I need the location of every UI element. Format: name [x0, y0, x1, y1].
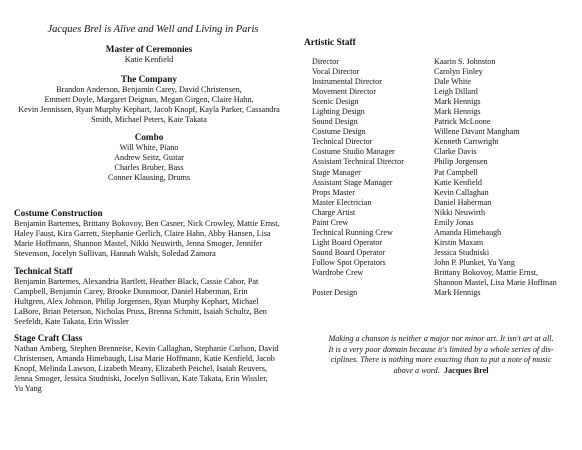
credit-line: Seefeldt, Kate Takata, Erin Wissler — [14, 317, 129, 326]
role-cell: Follow Spot Operators — [312, 257, 386, 267]
table-row — [312, 107, 582, 117]
credit-line: Jenna Smoger, Jessica Studniski, Jocelyn Sullivan, Kate Takata, Erin Wissler, — [14, 374, 268, 383]
master-of-ceremonies-section — [14, 44, 284, 65]
credit-line: Brandon Anderson, Benjamin Carey, David Christensen, — [56, 85, 242, 94]
role-cell: Poster Design — [312, 288, 358, 298]
name-cell: Jessica Studniski — [434, 247, 490, 257]
stage-craft-class-section — [14, 333, 284, 394]
table-row — [312, 178, 582, 188]
table-row — [312, 157, 582, 167]
name-cell: Katie Kenfield — [434, 177, 482, 187]
technical-staff-section — [14, 266, 284, 327]
table-row — [312, 57, 582, 67]
credit-line: Campbell, Benjamin Carey, Brooke Dunsmoor, Daniel Haberman, Erin — [14, 287, 248, 296]
credit-line: Nathan Amberg, Stephen Brenneise, Kevin Callaghan, Stephanie Carlson, David — [14, 344, 279, 353]
section-heading: Stage Craft Class — [14, 333, 83, 343]
credit-line: Emmett Doyle, Margaret Deignan, Megan Girgen, Claire Hahn, — [44, 95, 254, 104]
role-cell: Scenic Design — [312, 97, 359, 107]
role-cell: Sound Design — [312, 117, 358, 127]
credit-line: Katie Kenfield — [124, 55, 174, 64]
role-cell: Paint Crew — [312, 217, 349, 227]
name-cell: Daniel Haberman — [434, 197, 492, 207]
name-cell: Clarke Davis — [434, 147, 477, 157]
role-cell: Vocal Director — [312, 67, 360, 77]
name-cell: Kevin Callaghan — [434, 187, 489, 197]
table-row — [312, 137, 582, 147]
credit-line: Christensen, Amanda Himebaugh, Lisa Marie Hoffmann, Katie Kenfield, Jacob — [14, 354, 275, 363]
table-row — [312, 228, 582, 238]
name-cell: Nikki Neuwirth — [434, 207, 486, 217]
name-cell: Leigh Dillard — [434, 87, 478, 97]
quote-line: above a word. — [393, 365, 440, 375]
table-row — [312, 218, 582, 228]
credit-line: Will White, Piano — [119, 143, 179, 152]
credit-line: Conner Klausing, Drums — [107, 173, 191, 182]
name-cell: Kenneth Cartwright — [434, 137, 499, 147]
role-cell: Instrumental Director — [312, 77, 382, 87]
table-row — [312, 188, 582, 198]
role-cell: Stage Manager — [312, 167, 361, 177]
table-row — [312, 77, 582, 87]
table-row — [312, 268, 582, 278]
table-row — [312, 278, 582, 288]
section-heading: The Company — [121, 74, 177, 84]
credit-line: Charles Bruber, Bass — [114, 163, 184, 172]
table-row — [312, 288, 582, 298]
costume-construction-section — [14, 208, 284, 259]
table-row — [312, 87, 582, 97]
name-cell: Mark Hennigs — [434, 97, 481, 107]
quote-line: ciplines. There is nothing more exacting than to put a note of music — [330, 355, 552, 364]
role-cell: Sound Board Operator — [312, 247, 386, 257]
role-cell: Technical Director — [312, 137, 373, 147]
quote-author: Jacques Brel — [443, 365, 489, 375]
name-cell: Brittany Bokovoy, Mattie Ernst, — [434, 267, 539, 277]
role-cell: Charge Artist — [312, 207, 356, 217]
role-cell: Costume Studio Manager — [312, 147, 395, 157]
table-row — [312, 117, 582, 127]
role-cell: Wardrobe Crew — [312, 267, 364, 277]
credit-line: Benjamin Bartemes, Alexandria Bartlett, Heather Black, Cassie Cabor, Pat — [14, 277, 259, 286]
role-cell: Director — [312, 57, 339, 66]
artistic-staff-table — [312, 57, 582, 298]
table-row — [312, 127, 582, 137]
role-cell: Lighting Design — [312, 107, 365, 117]
name-cell: John P. Plunket, Yu Yang — [434, 257, 515, 267]
brel-quote — [312, 334, 570, 376]
table-row — [312, 248, 582, 258]
name-cell: Philip Jorgensen — [434, 157, 488, 167]
credit-line: Knopf, Melinda Lawson, Lizabeth Meany, Elizabeth Peichel, Isaiah Reuvers, — [14, 364, 267, 373]
role-cell: Assistant Stage Manager — [312, 177, 393, 187]
name-cell: Amanda Himebaugh — [434, 227, 502, 237]
table-row — [312, 147, 582, 157]
section-heading: Costume Construction — [14, 208, 103, 218]
credit-line: Kevin Jennissen, Ryan Murphy Kephart, Jacob Knopf, Kayla Parker, Cassandra — [18, 105, 280, 114]
credit-line: Stevenson, Jocelyn Sullivan, Hannah Walsh, Soledad Zamora — [14, 249, 216, 258]
role-cell: Light Board Operator — [312, 237, 383, 247]
table-row — [312, 258, 582, 268]
section-heading: Master of Ceremonies — [105, 44, 193, 54]
table-row — [312, 168, 582, 178]
table-row — [312, 97, 582, 107]
role-cell: Technical Running Crew — [312, 227, 393, 237]
quote-last-line — [312, 366, 570, 377]
section-heading: Technical Staff — [14, 266, 73, 276]
credit-line: Haley Faust, Kira Garrett, Stephanie Gerlich, Claire Hahn, Abby Hansen, Lisa — [14, 229, 271, 238]
role-cell: Costume Design — [312, 127, 366, 137]
credit-line: Marie Hoffmann, Shannon Mastel, Nikki Neuwirth, Jenna Smoger, Jennifer — [14, 239, 263, 248]
name-cell: Kaarin S. Johnston — [434, 57, 496, 66]
combo-section — [14, 132, 284, 183]
quote-line: It is a very poor domain because it's limited by a whole series of dis- — [328, 344, 554, 354]
company-section — [14, 74, 284, 125]
quote-line: Making a chanson is neither a major nor minor art. It isn't art at all. — [328, 334, 554, 343]
name-cell: Kirstin Maxam — [434, 237, 484, 247]
credit-line: Andrew Seitz, Guitar — [114, 153, 184, 162]
credit-line: Hultgren, Alex Johnson, Philip Jorgensen, Ryan Murphy Kephart, Michael — [14, 297, 259, 306]
role-cell — [312, 278, 434, 288]
name-cell: Emily Jonas — [434, 217, 474, 227]
name-cell: Patrick McLoone — [434, 117, 491, 127]
role-cell: Movement Director — [312, 87, 377, 97]
show-title: Jacques Brel is Alive and Well and Living in Paris — [47, 24, 259, 35]
name-cell: Dale White — [434, 77, 471, 87]
credit-line: LaBore, Brian Peterson, Nicholas Pruss, Brenna Schmitt, Isaiah Schultz, Ben — [14, 307, 267, 316]
table-row — [312, 238, 582, 248]
credit-line: Yu Yang — [14, 384, 42, 393]
role-cell: Props Master — [312, 187, 355, 197]
artistic-staff-heading: Artistic Staff — [304, 38, 356, 48]
role-cell: Master Electrician — [312, 197, 372, 207]
section-heading: Combo — [134, 132, 164, 142]
table-row — [312, 208, 582, 218]
name-cell: Mark Hennigs — [434, 107, 481, 117]
table-row — [312, 67, 582, 77]
table-row — [312, 198, 582, 208]
name-cell: Willene Davant Mangham — [434, 127, 520, 137]
credit-line: Benjamin Bartemes, Brittany Bokovoy, Ben Casner, Nick Crowley, Mattie Ernst, — [14, 219, 280, 228]
name-cell: Pat Campbell — [434, 167, 478, 177]
role-cell: Assistant Technical Director — [312, 157, 404, 167]
name-cell: Carolyn Finley — [434, 67, 483, 77]
credit-line: Smith, Michael Peters, Kate Takata — [91, 115, 207, 124]
name-cell: Shannon Mastel, Lisa Marie Hoffman — [434, 278, 557, 288]
name-cell: Mark Hennigs — [434, 288, 481, 298]
